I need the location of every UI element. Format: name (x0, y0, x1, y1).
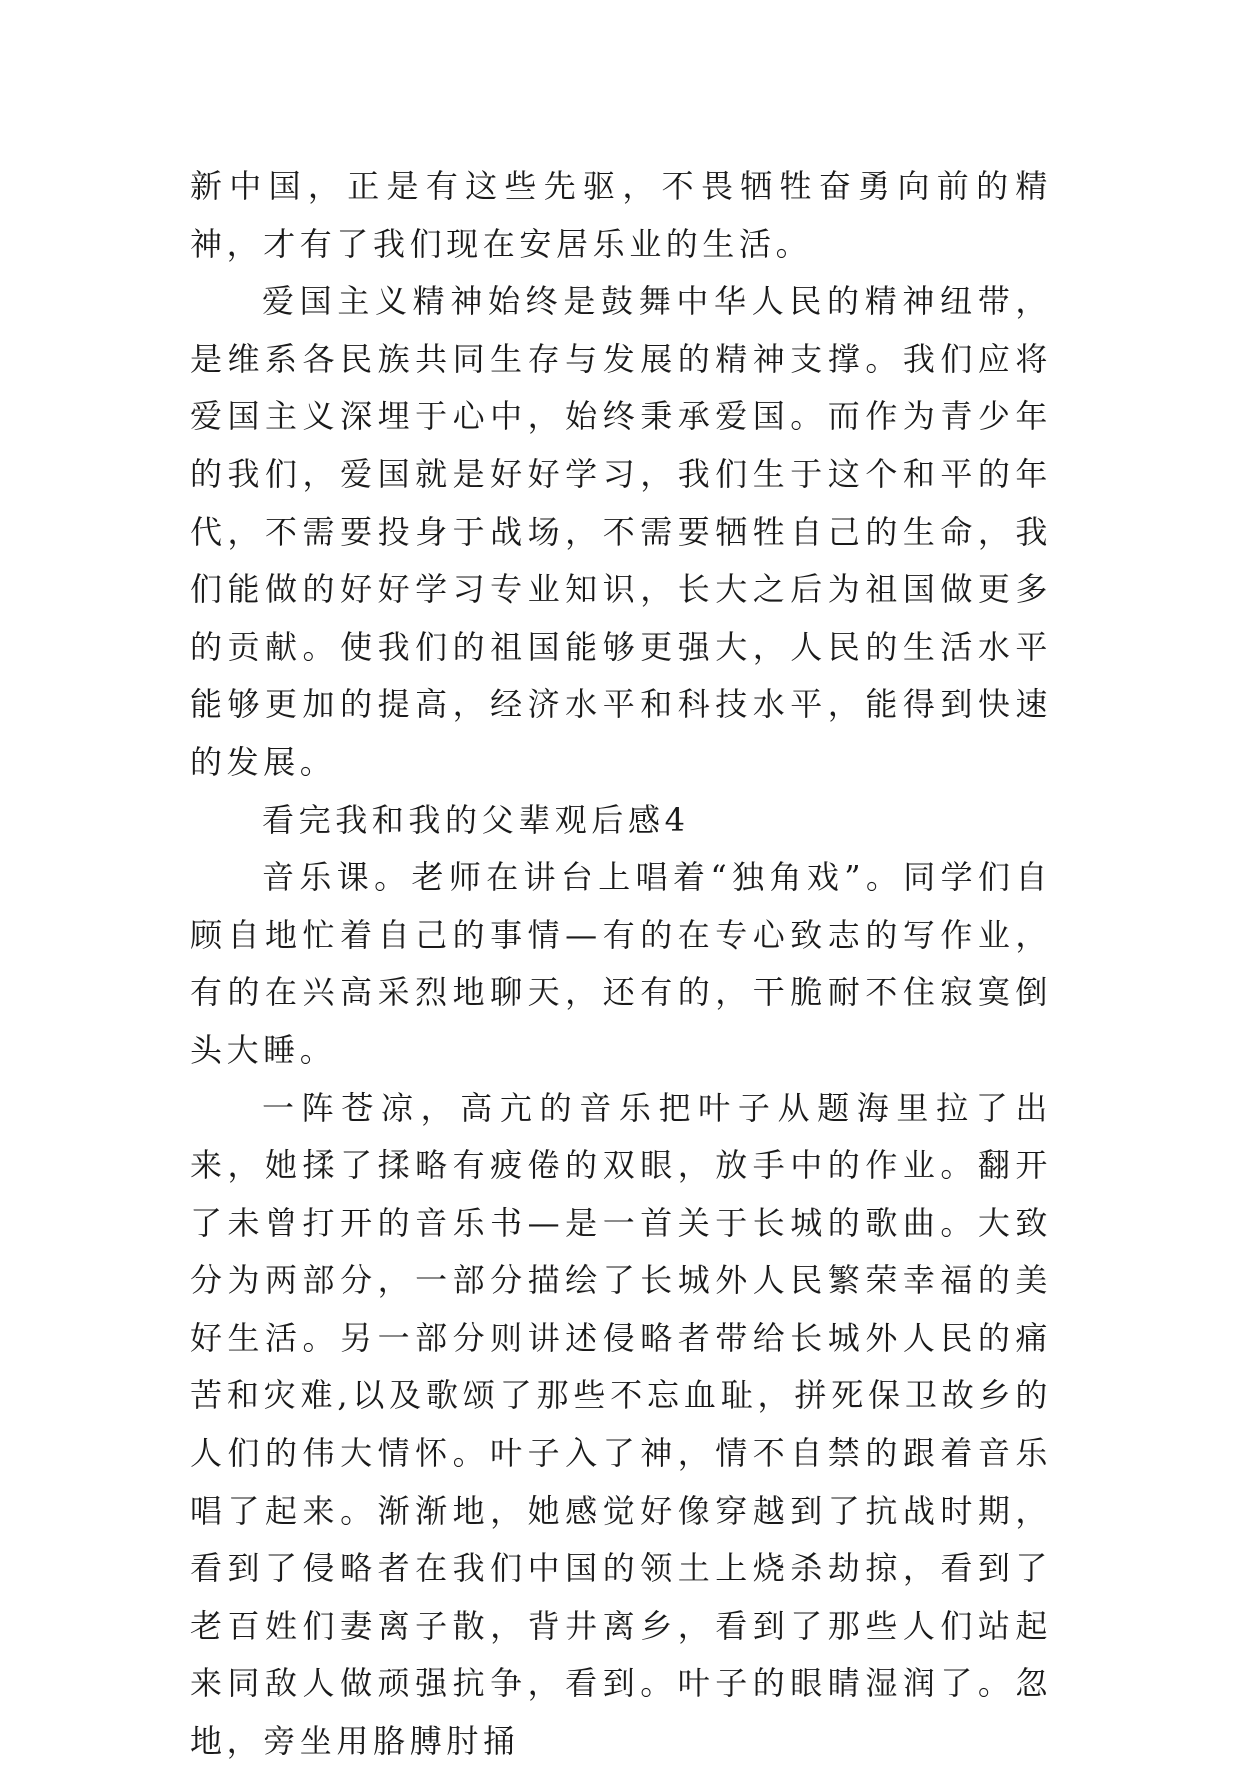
paragraph-3: 音乐课。老师在讲台上唱着“独角戏”。同学们自顾自地忙着自己的事情—有的在专心致志的写作业，有的在兴高采烈地聊天，还有的，干脆耐不住寂寞倒头大睡。 (190, 858, 1052, 1069)
section-heading: 看完我和我的父辈观后感4 (262, 800, 690, 839)
paragraph-1: 新中国，正是有这些先驱，不畏牺牲奋勇向前的精神，才有了我们现在安居乐业的生活。 (190, 167, 1052, 263)
paragraph-4: 一阵苍凉，高亢的音乐把叶子从题海里拉了出来，她揉了揉略有疲倦的双眼，放手中的作业。翻开了未曾打开的音乐书—是一首关于长城的歌曲。大致分为两部分，一部分描绘了长城外人民繁荣幸福的美好生活。另一部分则讲述侵略者带给长城外人民的痛苦和灾难,以及歌颂了那些不忘血耻，拼死保卫故乡的人们的伟大情怀。叶子入了神，情不自禁的跟着音乐唱了起来。渐渐地，她感觉好像穿越到了抗战时期，看到了侵略者在我们中国的领土上烧杀劫掠，看到了老百姓们妻离子散，背井离乡，看到了那些人们站起来同敌人做顽强抗争，看到。叶子的眼睛湿润了。忽地，旁坐用胳膊肘捅 (190, 1088, 1052, 1761)
paragraph-2: 爱国主义精神始终是鼓舞中华人民的精神纽带，是维系各民族共同生存与发展的精神支撑。我们应将爱国主义深埋于心中，始终秉承爱国。而作为青少年的我们，爱国就是好好学习，我们生于这个和平的年代，不需要投身于战场，不需要牺牲自己的生命，我们能做的好好学习专业知识，长大之后为祖国做更多的贡献。使我们的祖国能够更强大，人民的生活水平能够更加的提高，经济水平和科技水平，能得到快速的发展。 (190, 282, 1052, 781)
document-body (190, 158, 1052, 1771)
